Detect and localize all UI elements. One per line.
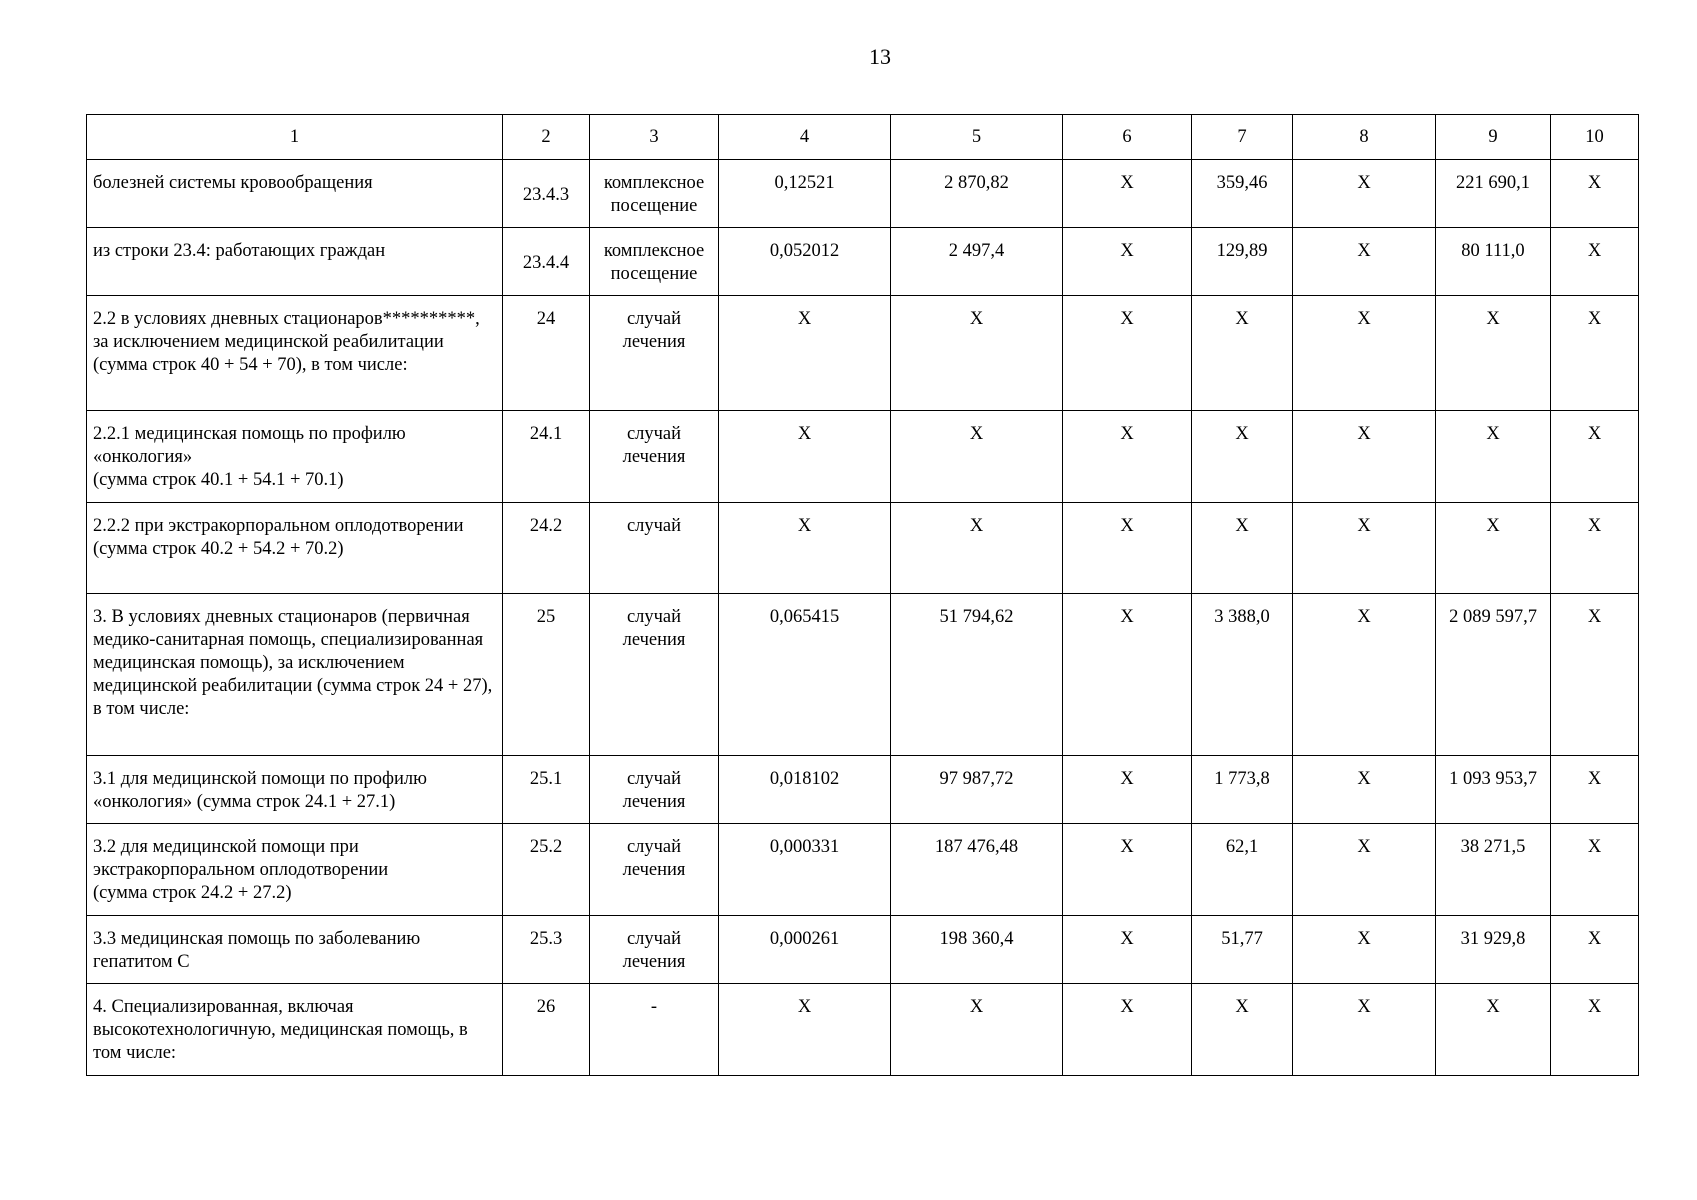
row-cell: X (1551, 411, 1639, 503)
row-code: 25.3 (503, 916, 590, 984)
row-cell: 31 929,8 (1436, 916, 1551, 984)
row-unit: случай лечения (590, 296, 719, 411)
row-cell: X (1436, 411, 1551, 503)
row-description: из строки 23.4: работающих граждан (87, 228, 503, 296)
row-description: 2.2.1 медицинская помощь по профилю «онкология» (сумма строк 40.1 + 54.1 + 70.1) (87, 411, 503, 503)
row-code: 24.2 (503, 503, 590, 594)
row-unit: случай лечения (590, 594, 719, 756)
row-cell: 0,12521 (719, 160, 891, 228)
row-cell: X (719, 411, 891, 503)
row-cell: 359,46 (1192, 160, 1293, 228)
row-cell: 2 497,4 (891, 228, 1063, 296)
column-header: 6 (1063, 115, 1192, 160)
row-cell: 51,77 (1192, 916, 1293, 984)
row-cell: 38 271,5 (1436, 824, 1551, 916)
row-cell: X (1063, 594, 1192, 756)
column-header: 1 (87, 115, 503, 160)
row-cell: X (719, 503, 891, 594)
column-number-header-row (87, 115, 1639, 160)
row-cell: 1 773,8 (1192, 756, 1293, 824)
row-description: 3.1 для медицинской помощи по профилю «онкология» (сумма строк 24.1 + 27.1) (87, 756, 503, 824)
row-cell: X (1192, 411, 1293, 503)
row-cell: 0,065415 (719, 594, 891, 756)
table-row (87, 594, 1639, 756)
table-row (87, 984, 1639, 1076)
column-header: 7 (1192, 115, 1293, 160)
row-cell: X (1063, 160, 1192, 228)
row-cell: 97 987,72 (891, 756, 1063, 824)
row-code: 25.2 (503, 824, 590, 916)
row-cell: X (891, 411, 1063, 503)
row-cell: X (891, 503, 1063, 594)
row-cell: X (1293, 824, 1436, 916)
row-cell: X (1551, 916, 1639, 984)
column-header: 9 (1436, 115, 1551, 160)
row-cell: X (1293, 503, 1436, 594)
row-cell: X (1551, 756, 1639, 824)
page-number: 13 (869, 44, 891, 69)
row-cell: 0,000261 (719, 916, 891, 984)
table-row (87, 411, 1639, 503)
row-cell: X (891, 984, 1063, 1076)
table-row (87, 228, 1639, 296)
row-cell: X (1063, 916, 1192, 984)
row-cell: 129,89 (1192, 228, 1293, 296)
row-cell: X (1063, 756, 1192, 824)
row-cell: 62,1 (1192, 824, 1293, 916)
row-code: 24 (503, 296, 590, 411)
row-cell: X (1436, 296, 1551, 411)
row-unit: случай лечения (590, 411, 719, 503)
column-header: 2 (503, 115, 590, 160)
row-cell: X (1293, 594, 1436, 756)
row-cell: X (1551, 984, 1639, 1076)
row-unit: - (590, 984, 719, 1076)
row-cell: 0,018102 (719, 756, 891, 824)
table-row (87, 824, 1639, 916)
row-cell: X (719, 984, 891, 1076)
row-cell: 0,000331 (719, 824, 891, 916)
row-cell: X (719, 296, 891, 411)
row-cell: 80 111,0 (1436, 228, 1551, 296)
table-row (87, 503, 1639, 594)
column-header: 5 (891, 115, 1063, 160)
row-cell: X (1293, 160, 1436, 228)
row-description: 3.2 для медицинской помощи при экстракорпоральном оплодотворении (сумма строк 24.2 + 27.2) (87, 824, 503, 916)
row-cell: 198 360,4 (891, 916, 1063, 984)
row-cell: 1 093 953,7 (1436, 756, 1551, 824)
table-row (87, 296, 1639, 411)
row-cell: X (1293, 756, 1436, 824)
row-cell: X (891, 296, 1063, 411)
row-cell: X (1293, 296, 1436, 411)
row-cell: X (1063, 296, 1192, 411)
column-header: 8 (1293, 115, 1436, 160)
row-cell: X (1192, 296, 1293, 411)
row-unit: случай (590, 503, 719, 594)
row-description: 3.3 медицинская помощь по заболеванию гепатитом С (87, 916, 503, 984)
table-row (87, 756, 1639, 824)
row-description: 2.2.2 при экстракорпоральном оплодотворении (сумма строк 40.2 + 54.2 + 70.2) (87, 503, 503, 594)
row-code: 26 (503, 984, 590, 1076)
row-unit: случай лечения (590, 756, 719, 824)
row-cell: 3 388,0 (1192, 594, 1293, 756)
row-cell: X (1192, 984, 1293, 1076)
row-cell: X (1063, 824, 1192, 916)
row-cell: X (1436, 503, 1551, 594)
column-header: 4 (719, 115, 891, 160)
row-cell: 2 089 597,7 (1436, 594, 1551, 756)
row-cell: X (1063, 228, 1192, 296)
row-cell: X (1551, 594, 1639, 756)
row-cell: 51 794,62 (891, 594, 1063, 756)
row-description: болезней системы кровообращения (87, 160, 503, 228)
row-cell: X (1551, 296, 1639, 411)
row-cell: 221 690,1 (1436, 160, 1551, 228)
row-cell: X (1551, 503, 1639, 594)
row-code: 24.1 (503, 411, 590, 503)
row-cell: X (1293, 916, 1436, 984)
row-cell: X (1293, 984, 1436, 1076)
row-cell: X (1063, 411, 1192, 503)
column-header: 10 (1551, 115, 1639, 160)
row-cell: X (1192, 503, 1293, 594)
row-cell: 2 870,82 (891, 160, 1063, 228)
table-row (87, 916, 1639, 984)
row-code: 23.4.3 (503, 160, 590, 228)
row-code: 25 (503, 594, 590, 756)
row-cell: X (1063, 503, 1192, 594)
row-code: 25.1 (503, 756, 590, 824)
row-cell: X (1551, 228, 1639, 296)
row-description: 3. В условиях дневных стационаров (первичная медико-санитарная помощь, специализированная медицинская помощь), за исключением медицинской реабилитации (сумма строк 24 + 27), в том числе: (87, 594, 503, 756)
table-row (87, 160, 1639, 228)
row-description: 4. Специализированная, включая высокотехнологичную, медицинская помощь, в том числе: (87, 984, 503, 1076)
row-cell: X (1551, 160, 1639, 228)
row-unit: случай лечения (590, 824, 719, 916)
row-cell: 0,052012 (719, 228, 891, 296)
row-unit: случай лечения (590, 916, 719, 984)
row-description: 2.2 в условиях дневных стационаров**********, за исключением медицинской реабилитации (сумма строк 40 + 54 + 70), в том числе: (87, 296, 503, 411)
row-cell: X (1293, 228, 1436, 296)
row-unit: комплексное посещение (590, 228, 719, 296)
row-unit: комплексное посещение (590, 160, 719, 228)
column-header: 3 (590, 115, 719, 160)
row-cell: X (1436, 984, 1551, 1076)
row-code: 23.4.4 (503, 228, 590, 296)
row-cell: 187 476,48 (891, 824, 1063, 916)
row-cell: X (1293, 411, 1436, 503)
row-cell: X (1551, 824, 1639, 916)
data-table (86, 114, 1639, 1076)
row-cell: X (1063, 984, 1192, 1076)
